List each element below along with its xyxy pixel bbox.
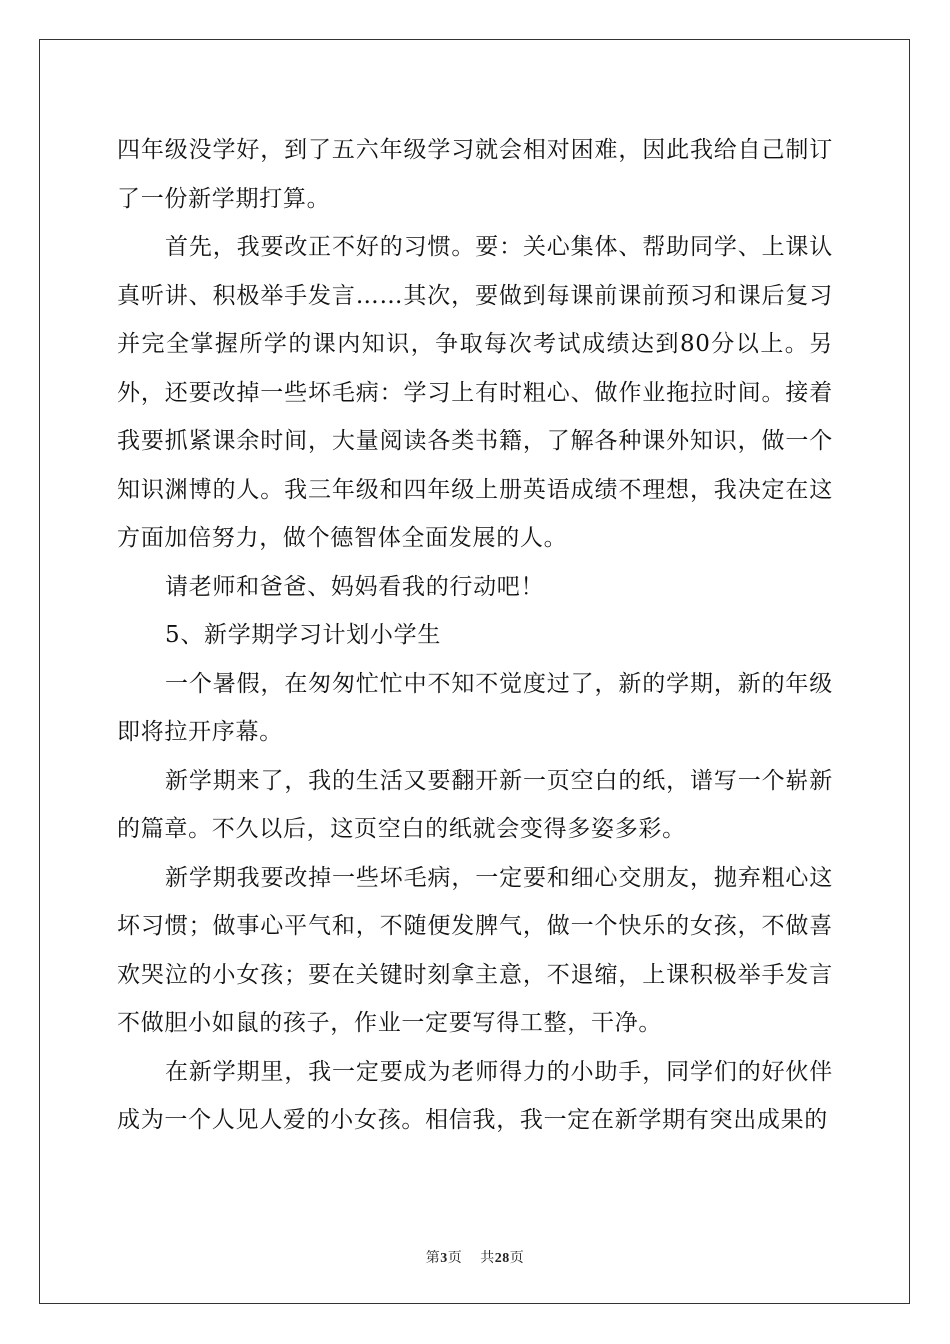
paragraph-1: 四年级没学好，到了五六年级学习就会相对困难，因此我给自己制订了一份新学期打算。: [117, 137, 833, 212]
footer-total-pages: 28: [494, 1251, 510, 1266]
footer-page-number: 3: [440, 1251, 448, 1266]
page-footer: [0, 1247, 950, 1267]
paragraph-8: 在新学期里，我一定要成为老师得力的小助手，同学们的好伙伴成为一个人见人爱的小女孩。相信我，我一定在新学期有突出成果的: [117, 1058, 833, 1133]
footer-total-prefix: 共: [480, 1250, 495, 1266]
paragraph-3: 请老师和爸爸、妈妈看我的行动吧！: [165, 573, 545, 600]
paragraph-6: 新学期来了，我的生活又要翻开新一页空白的纸，谱写一个崭新的篇章。不久以后，这页空白的纸就会变得多姿多彩。: [117, 767, 833, 842]
footer-page-prefix: 第: [425, 1250, 441, 1266]
paragraph-5: 一个暑假，在匆匆忙忙中不知不觉度过了，新的学期，新的年级即将拉开序幕。: [117, 670, 833, 745]
footer-page-suffix: 页: [447, 1250, 463, 1266]
paragraph-7: 新学期我要改掉一些坏毛病，一定要和细心交朋友，抛弃粗心这坏习惯；做事心平气和，不随便发脾气，做一个快乐的女孩，不做喜欢哭泣的小女孩；要在关键时刻拿主意，不退缩，上课积极举手发言不做胆小如鼠的孩子，作业一定要写得工整，干净。: [117, 864, 833, 1036]
paragraph-2: 首先，我要改正不好的习惯。要：关心集体、帮助同学、上课认真听讲、积极举手发言……其次，要做到每课前课前预习和课后复习并完全掌握所学的课内知识，争取每次考试成绩达到80分以上。另外，还要改掉一些坏毛病：学习上有时粗心、做作业拖拉时间。接着我要抓紧课余时间，大量阅读各类书籍，了解各种课外知识，做一个知识渊博的人。我三年级和四年级上册英语成绩不理想，我决定在这方面加倍努力，做个德智体全面发展的人。: [117, 234, 833, 551]
section-heading: 5、新学期学习计划小学生: [165, 622, 442, 648]
document-body: [117, 126, 833, 1145]
footer-total-suffix: 页: [509, 1250, 525, 1266]
